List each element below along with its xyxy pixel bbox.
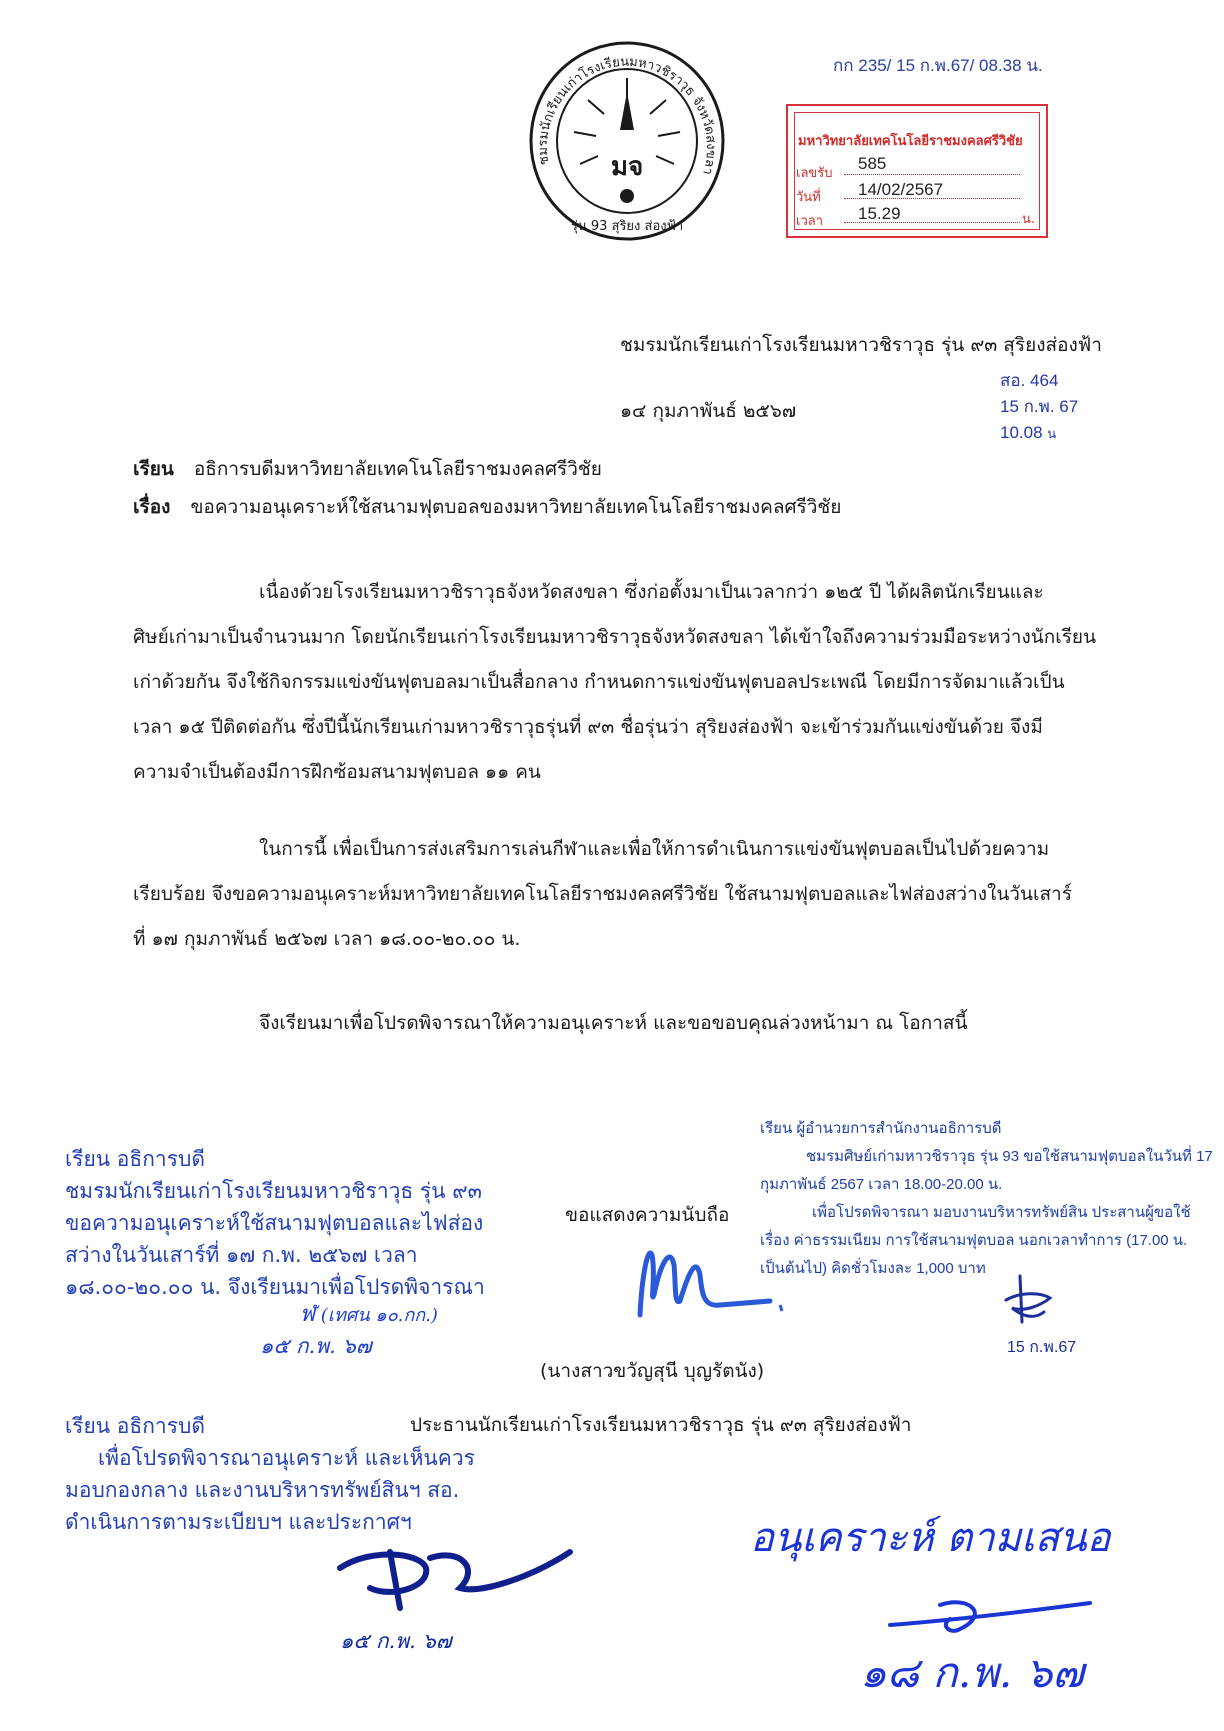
stamp-time-unit: น. [1022, 212, 1036, 227]
right-note-line: กุมภาพันธ์ 2567 เวลา 18.00-20.00 น. [760, 1176, 1003, 1193]
left-note-1-line: ขอความอนุเคราะห์ใช้สนามฟุตบอลและไฟส่อง [65, 1211, 484, 1235]
stamp-title: มหาวิทยาลัยเทคโนโลยีราชมงคลศรีวิชัย [798, 134, 1023, 149]
left-note-2-date: ๑๕ ก.พ. ๖๗ [340, 1629, 452, 1653]
right-note-signature [1000, 1272, 1060, 1332]
receipt-note: กก 235/ 15 ก.พ.67/ 08.38 น. [833, 56, 1043, 75]
p1-line: เนื่องด้วยโรงเรียนมหาวชิราวุธจังหวัดสงขลา ซึ่งก่อตั้งมาเป็นเวลากว่า ๑๒๕ ปี ได้ผลิตนักเรียนและ [259, 581, 1044, 603]
final-note: อนุเคราะห์ ตามเสนอ [750, 1515, 1111, 1561]
p1-line: ศิษย์เก่ามาเป็นจำนวนมาก โดยนักเรียนเก่าโรงเรียนมหาวชิราวุธจังหวัดสงขลา ได้เข้าใจถึงความร่วมมือระหว่างนักเรียน [133, 626, 1097, 648]
to-label: เรียน [133, 458, 174, 480]
letter-sender: ชมรมนักเรียนเก่าโรงเรียนมหาวชิราวุธ รุ่น ๙๓ สุริยงส่องฟ้า [620, 334, 1102, 356]
seal-center-text: มจ [610, 152, 644, 182]
right-note-line: เพื่อโปรดพิจารณา มอบงานบริหารทรัพย์สิน ประสานผู้ขอใช้ [812, 1204, 1191, 1221]
right-note-line: ชมรมศิษย์เก่ามหาวชิราวุธ รุ่น 93 ขอใช้สนามฟุตบอลในวันที่ 17 [806, 1148, 1213, 1165]
office-stamp-date: 15 ก.พ. 67 [1000, 397, 1079, 416]
subject-label: เรื่อง [133, 496, 171, 518]
seal-bottom-text: รุ่น 93 สุริยง ส่องฟ้า [570, 219, 684, 234]
right-note-line: เรื่อง ค่าธรรมเนียม การใช้สนามฟุตบอล นอกเวลาทำการ (17.00 น. [760, 1232, 1188, 1249]
office-stamp-no: สอ. 464 [1000, 371, 1059, 390]
office-stamp-unit: น [1047, 426, 1057, 441]
left-note-1-line: สว่างในวันเสาร์ที่ ๑๗ ก.พ. ๒๕๖๗ เวลา [65, 1243, 418, 1267]
left-note-1-line: ชมรมนักเรียนเก่าโรงเรียนมหาวชิราวุธ รุ่น ๙๓ [65, 1179, 482, 1203]
p2-line: เรียบร้อย จึงขอความอนุเคราะห์มหาวิทยาลัยเทคโนโลยีราชมงคลศรีวิชัย ใช้สนามฟุตบอลและไฟส่องสว่างในวันเสาร์ [133, 883, 1072, 905]
p1-line: ความจำเป็นต้องมีการฝึกซ้อมสนามฟุตบอล ๑๑ คน [133, 761, 541, 783]
letter-signer-name: (นางสาวขวัญสุนี บุญรัตนัง) [540, 1360, 765, 1382]
paragraph-1 [133, 570, 1123, 795]
stamp-time-value: 15.29 [858, 204, 901, 223]
to-value: อธิการบดีมหาวิทยาลัยเทคโนโลยีราชมงคลศรีวิชัย [193, 458, 602, 480]
receipt-stamp [786, 104, 1048, 238]
left-note-1-sign: ฬ (เทศน ๑๐.กก.) [300, 1302, 438, 1327]
left-note-1 [65, 1143, 485, 1303]
left-note-1-line: เรียน อธิการบดี [65, 1147, 205, 1171]
left-note-1-date: ๑๕ ก.พ. ๖๗ [260, 1334, 372, 1358]
letter-date: ๑๔ กุมภาพันธ์ ๒๕๖๗ [620, 400, 797, 422]
club-seal [528, 40, 726, 242]
final-note-date: ๑๘ ก.พ. ๖๗ [860, 1648, 1084, 1697]
left-note-2-line: มอบกองกลาง และงานบริหารทรัพย์สินฯ สอ. [65, 1478, 460, 1502]
stamp-no-label: เลขรับ [796, 166, 833, 181]
office-stamp [1000, 368, 1078, 447]
p1-line: เก่าด้วยกัน จึงใช้กิจกรรมแข่งขันฟุตบอลมาเป็นสื่อกลาง กำหนดการแข่งขันฟุตบอลประเพณี โดยมีการจัดมาแล้วเป็น [133, 671, 1065, 693]
p2-line: ในการนี้ เพื่อเป็นการส่งเสริมการเล่นกีฬาและเพื่อให้การดำเนินการแข่งขันฟุตบอลเป็นไปด้วยความ [259, 838, 1050, 860]
final-signature [880, 1585, 1100, 1645]
left-note-1-line: ๑๘.๐๐-๒๐.๐๐ น. จึงเรียนมาเพื่อโปรดพิจารณา [65, 1275, 485, 1299]
letter-signer-title: ประธานนักเรียนเก่าโรงเรียนมหาวชิราวุธ รุ่น ๙๓ สุริยงส่องฟ้า [410, 1414, 912, 1436]
letter-regards: ขอแสดงความนับถือ [565, 1204, 730, 1226]
stamp-date-value: 14/02/2567 [858, 180, 944, 199]
paragraph-2 [133, 827, 1123, 962]
p1-line: เวลา ๑๕ ปีติดต่อกัน ซึ่งปีนี้นักเรียนเก่ามหาวชิราวุธรุ่นที่ ๙๓ ชื่อรุ่นว่า สุริยงส่องฟ้า จะเข้าร่วมกันแข่งขันด้วย จึงมี [133, 716, 1043, 738]
left-note-2 [65, 1410, 475, 1538]
left-note-2-signature [330, 1528, 590, 1618]
subject-value: ขอความอนุเคราะห์ใช้สนามฟุตบอลของมหาวิทยาลัยเทคโนโลยีราชมงคลศรีวิชัย [190, 496, 842, 518]
right-note-line: เป็นต้นไป) คิดชั่วโมงละ 1,000 บาท [760, 1260, 986, 1277]
right-note [760, 1115, 1213, 1283]
seal-ring-text: ชมรมนักเรียนเก่าโรงเรียนมหาวชิราวุธ จังหวัดสงขลา [535, 54, 719, 177]
p2-line: ที่ ๑๗ กุมภาพันธ์ ๒๕๖๗ เวลา ๑๘.๐๐-๒๐.๐๐ น. [133, 928, 521, 950]
right-note-line: เรียน ผู้อำนวยการสำนักงานอธิการบดี [760, 1120, 1002, 1137]
letter-to [133, 454, 602, 484]
left-note-2-line: เพื่อโปรดพิจารณาอนุเคราะห์ และเห็นควร [98, 1446, 475, 1470]
stamp-no-value: 585 [858, 154, 887, 173]
seal-vajra-icon [620, 92, 634, 130]
letter-subject [133, 492, 841, 522]
stamp-time-label: เวลา [796, 214, 824, 229]
office-stamp-time: 10.08 [1000, 423, 1043, 442]
left-note-2-line: เรียน อธิการบดี [65, 1414, 205, 1438]
stamp-date-label: วันที่ [796, 190, 821, 205]
right-note-date: 15 ก.พ.67 [1007, 1339, 1077, 1356]
left-note-2-line: ดำเนินการตามระเบียบฯ และประกาศฯ [65, 1510, 412, 1534]
letter-closing: จึงเรียนมาเพื่อโปรดพิจารณาให้ความอนุเคราะห์ และขอขอบคุณล่วงหน้ามา ณ โอกาสนี้ [259, 1012, 968, 1034]
